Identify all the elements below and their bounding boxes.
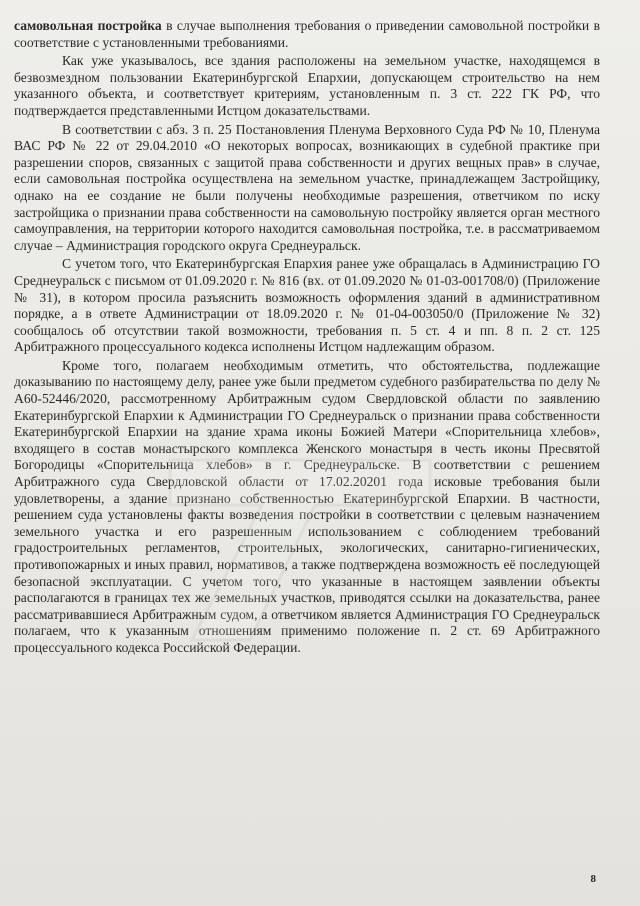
paragraph-4: С учетом того, что Екатеринбургская Епархия ранее уже обращалась в Администрацию ГО Среднеуральск с письмом от 01.09.2020 г. № 816 (вх. от 01.09.2020 № 01-03-001708/0) (Приложение № 31), в котором просила разъяснить возможность оформления зданий в административном порядке, а в ответе Администрации от 18.09.2020 г. № 01-04-003050/0 (Приложение № 32) сообщалось об отсутствии такой возможности, требования п. 5 ст. 4 и пп. 8 п. 2 ст. 125 Арбитражного процессуального кодекса исполнены Истцом надлежащим образом. bbox=[14, 256, 600, 355]
page-number: 8 bbox=[590, 873, 596, 886]
paragraph-1 bbox=[14, 18, 600, 51]
paragraph-5: Кроме того, полагаем необходимым отметить, что обстоятельства, подлежащие доказыванию по настоящему делу, ранее уже были предметом судебного разбирательства по делу № А60-52446/2020, рассмотренному Арбитражным судом Свердловской области по заявлению Екатеринбургской Епархии к Администрации ГО Среднеуральск о признании права собственности Екатеринбургской Епархии на здание храма иконы Божией Матери «Спорительница хлебов», входящего в состав монастырского комплекса Женского монастыря в честь иконы Пресвятой Богородицы «Спорительница хлебов» в г. Среднеуральске. В соответствии с решением Арбитражного суда Свердловской области от 17.02.20201 года исковые требования были удовлетворены, а здание признано собственностью Екатеринбургской Епархии. В частности, решением суда установлены факты возведения постройки в соответствии с целевым назначением земельного участка и его разрешенным использованием с соблюдением требований градостроительных регламентов, строительных, экологических, санитарно-гигиенических, противопожарных и иных правил, нормативов, а также подтверждена возможность её последующей безопасной эксплуатации. С учетом того, что указанные в настоящем заявлении объекты располагаются в границах тех же земельных участков, приводятся ссылки на доказательства, ранее рассматривавшиеся Арбитражным судом, а ответчиком является Администрация ГО Среднеуральск полагаем, что к указанным отношениям применимо положение п. 2 ст. 69 Арбитражного процессуального кодекса Российской Федерации. bbox=[14, 357, 600, 655]
paragraph-1-bold-lead: самовольная постройка bbox=[14, 18, 162, 33]
paragraph-2: Как уже указывалось, все здания расположены на земельном участке, находящемся в безвозмездном пользовании Екатеринбургской Епархии, допускающем строительство на нем указанного объекта, и соответствует критериям, установленным п. 3 ст. 222 ГК РФ, что подтверждается представленными Истцом доказательствами. bbox=[14, 53, 600, 118]
paragraph-3: В соответствии с абз. 3 п. 25 Постановления Пленума Верховного Суда РФ № 10, Пленума ВАС РФ № 22 от 29.04.2010 «О некоторых вопросах, возникающих в судебной практике при разрешении споров, связанных с защитой права собственности и других вещных прав» в случае, если самовольная постройка осуществлена на земельном участке, принадлежащем Застройщику, однако на ее создание не были получены необходимые разрешения, ответчиком по иску застройщика о признании права собственности на самовольную постройку является орган местного самоуправления, на территории которого находится самовольная постройка, т.е. в рассматриваемом случае – Администрация городского округа Среднеуральск. bbox=[14, 121, 600, 253]
paragraph-1-text: в случае выполнения требования о приведении самовольной постройки в соответствие с установленными требованиями. bbox=[14, 18, 600, 50]
